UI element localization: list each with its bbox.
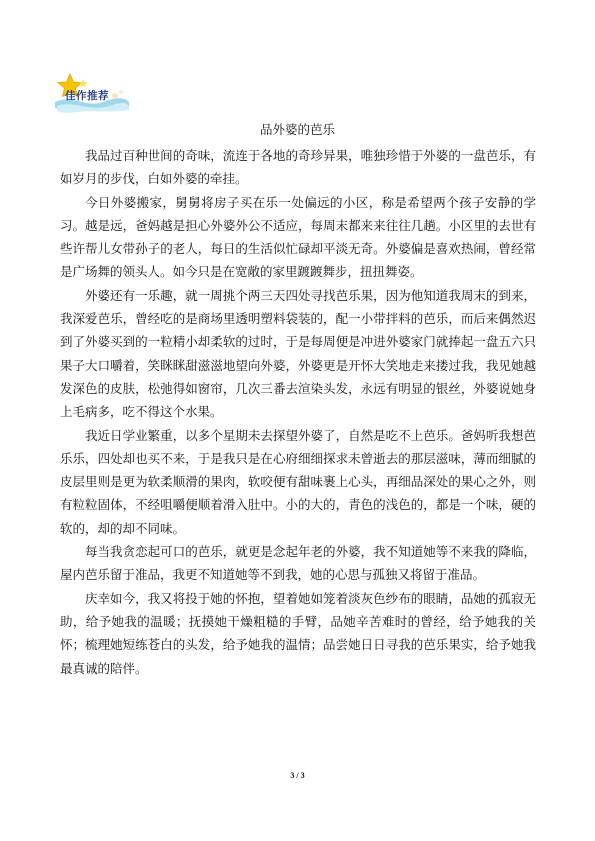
paragraph-4: 我近日学业繁重，以多个星期未去探望外婆了，自然是吃不上芭乐。爸妈听我想芭乐乐，四处却也买不来，于是我只是在心府细细探求未曾逝去的那层滋味，薄而细腻的皮层里则是更为软柔顺滑的果肉，软咬便有甜味裹上心头，再细品深处的果心之外，则有粒粒固体，不经咀嚼便顺着滑入肚中。小的大的，青色的浅色的，都是一个味，硬的软的，却的却不同味。 <box>60 427 536 536</box>
paragraph-2: 今日外婆搬家，舅舅将房子买在乐一处偏远的小区，称是希望两个孩子安静的学习。越是远，爸妈越是担心外婆外公不适应，每周末都来来往往几趟。小区里的去世有些许帮儿女带孙子的老人，每日的生活似忙碌却平淡无奇。外婆偏是喜欢热闹，曾经常是广场舞的领头人。如今只是在宽敞的家里踱踱舞步，扭扭舞姿。 <box>60 194 536 280</box>
badge-label: 佳作推荐 <box>65 90 109 102</box>
paragraph-6: 庆幸如今，我又将投于她的怀抱，望着她如笼着淡灰色纱布的眼睛，品她的孤寂无助，给予她我的温暖；抚摸她干燥粗糙的手臂，品她辛苦难时的曾经，给予她我的关怀；梳理她短练苍白的头发，给予她我的温情；品尝她日日寻我的芭乐果实，给予她我最真诚的陪伴。 <box>60 590 536 676</box>
paragraph-3: 外婆还有一乐趣，就一周挑个两三天四处寻找芭乐果，因为他知道我周末的到来，我深爱芭乐，曾经吃的是商场里透明塑料袋装的，配一小带拌料的芭乐，而后来偶然迟到了外婆买到的一粒精小却柔软的过时，于是每周便是冲进外婆家门就捧起一盘五六只果子大口嚼着，笑眯眯甜滋滋地望向外婆，外婆更是开怀大笑地走来搂过我，我见她越发深色的皮肤，松弛得如窗帘，几次三番去渲染头发，永远有明显的银丝，外婆说她身上毛病多，吃不得这个水果。 <box>60 287 536 420</box>
article-body <box>60 144 536 680</box>
page-number: 3 / 3 <box>290 771 305 780</box>
section-badge <box>53 72 131 114</box>
article-title: 品外婆的芭乐 <box>259 122 335 137</box>
paragraph-1: 我品过百种世间的奇味，流连于各地的奇珍异果，唯独珍惜于外婆的一盘芭乐，有如岁月的步伐，白如外婆的牵挂。 <box>60 148 536 187</box>
paragraph-5: 每当我贪恋起可口的芭乐，就更是念起年老的外婆，我不知道她等不来我的降临，屋内芭乐留于准品，我更不知道她等不到我，她的心思与孤独又将留于准品。 <box>60 544 536 583</box>
